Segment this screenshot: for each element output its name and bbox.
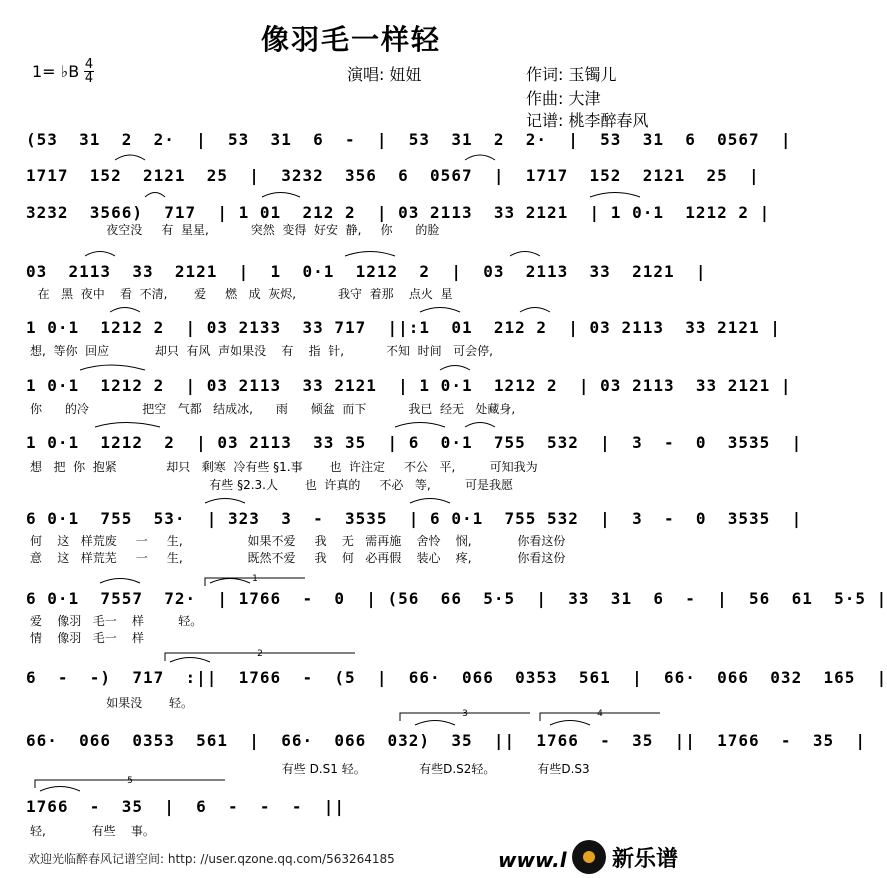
key-signature: 1= ♭B [32, 62, 80, 81]
site-url-fragment: www.l [498, 848, 567, 872]
notation-line: 1717 152 2121 25 | 3232 356 6 0567 | 1717 152 2121 25 | [26, 166, 760, 185]
lyric-line: 想, 等你 回应 却只 有风 声如果没 有 指 针, 不知 时间 可会停, [30, 344, 493, 358]
lyric-line: 夜空没 有 星星, 突然 变得 好安 静, 你 的脸 [30, 223, 440, 237]
notation-line: 66· 066 0353 561 | 66· 066 032) 35 || 1766 - 35 || 1766 - 35 | [26, 731, 866, 750]
footer-text: 欢迎光临醉春风记谱空间: http: //user.qzone.qq.com/563264185 [28, 852, 395, 866]
notation-line: 1 0·1 1212 2 | 03 2113 33 2121 | 1 0·1 1212 2 | 03 2113 33 2121 | [26, 376, 792, 395]
lyric-line: 如果没 轻。 [30, 696, 193, 710]
time-signature [84, 58, 94, 85]
lyric-line: 何 这 样荒废 一 生, 如果不爱 我 无 需再施 舍怜 悯, 你看这份 [30, 534, 566, 548]
notation-line: 3232 3566) 717 | 1 01 212 2 | 03 2113 33 2121 | 1 0·1 1212 2 | [26, 203, 771, 222]
lyric-line: 爱 像羽 毛一 样 轻。 [30, 614, 203, 628]
lyric-line: 你 的冷 把空 气都 结成冰, 雨 倾盆 而下 我已 经无 处藏身, [30, 402, 516, 416]
lyric-line: 轻, 有些 事。 [30, 824, 155, 838]
lyric-line: 意 这 样荒芜 一 生, 既然不爱 我 何 必再假 装心 疼, 你看这份 [30, 551, 566, 565]
lyric-line: 有些 D.S1 轻。 有些D.S2轻。 有些D.S3 [30, 762, 590, 776]
notation-line: 1 0·1 1212 2 | 03 2133 33 717 ||:1 01 212 2 | 03 2113 33 2121 | [26, 318, 781, 337]
ending-number: 2 [257, 649, 263, 659]
ending-number: 1 [252, 574, 258, 584]
singer-credit: 演唱: 妞妞 [347, 65, 422, 84]
notation-line: 6 0·1 7557 72· | 1766 - 0 | (56 66 5·5 | 33 31 6 - | 56 61 5·5 | [26, 589, 887, 608]
ending-bracket [35, 780, 225, 788]
ending-bracket [205, 578, 305, 586]
disc-logo-icon [572, 840, 606, 874]
notation-line: (53 31 2 2· | 53 31 6 - | 53 31 2 2· | 53 31 6 0567 | [26, 130, 792, 149]
ending-bracket [540, 713, 660, 721]
ending-number: 3 [462, 709, 468, 719]
notation-line: 1 0·1 1212 2 | 03 2113 33 35 | 6 0·1 755 532 | 3 - 0 3535 | [26, 433, 803, 452]
time-signature-top: 4 [84, 57, 94, 72]
ending-bracket [165, 653, 355, 661]
song-title: 像羽毛一样轻 [260, 23, 441, 56]
ending-bracket [400, 713, 530, 721]
site-logo-text: 新乐谱 [612, 847, 679, 872]
notation-line: 6 0·1 755 53· | 323 3 - 3535 | 6 0·1 755 532 | 3 - 0 3535 | [26, 509, 803, 528]
ending-number: 5 [127, 776, 133, 786]
lyric-line: 情 像羽 毛一 样 [30, 631, 144, 645]
transcriber-credit: 记谱: 桃李醉春风 [526, 111, 649, 130]
lyric-line: 想 把 你 抱紧 却只 剩寒 冷有些 §1.事 也 许注定 不公 平, 可知我为 [30, 460, 538, 474]
lyric-line: 有些 §2.3.人 也 许真的 不必 等, 可是我愿 [30, 478, 513, 492]
lyricist-credit: 作词: 玉镯儿 [526, 65, 617, 84]
lyric-line: 在 黑 夜中 看 不清, 爱 燃 成 灰烬, 我守 着那 点火 星 [30, 287, 453, 301]
notation-line: 1766 - 35 | 6 - - - || [26, 797, 345, 816]
notation-line: 03 2113 33 2121 | 1 0·1 1212 2 | 03 2113 33 2121 | [26, 262, 707, 281]
time-signature-bottom: 4 [84, 71, 94, 86]
ending-number: 4 [597, 709, 603, 719]
notation-line: 6 - -) 717 :|| 1766 - (5 | 66· 066 0353 561 | 66· 066 032 165 | [26, 668, 887, 687]
composer-credit: 作曲: 大津 [526, 89, 601, 108]
